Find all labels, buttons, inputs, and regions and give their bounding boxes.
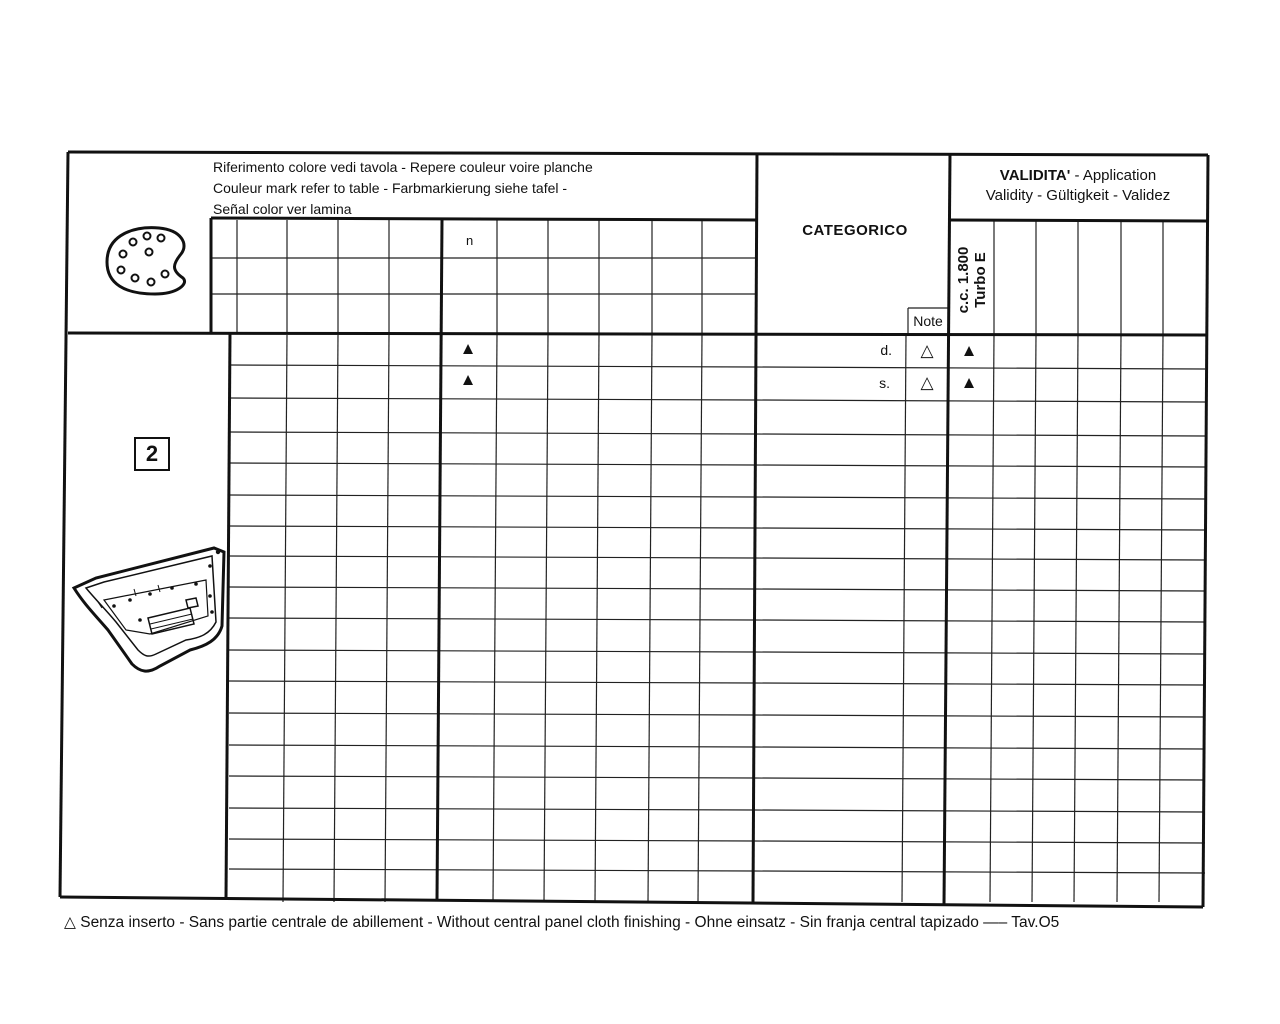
grid-row-line bbox=[754, 367, 1205, 369]
grid-row-line bbox=[754, 400, 1205, 402]
grid-row-line bbox=[754, 841, 1205, 843]
n-column-divider bbox=[437, 220, 442, 900]
validity-header bbox=[952, 166, 1204, 206]
n-mark: ▲ bbox=[459, 370, 477, 389]
n-column-label: n bbox=[466, 233, 474, 248]
grid-col-line bbox=[990, 335, 994, 902]
validity-title: VALIDITA' bbox=[999, 167, 1071, 184]
grid-row-line bbox=[754, 434, 1205, 436]
note-mark: △ bbox=[920, 373, 934, 392]
n-mark: ▲ bbox=[459, 339, 477, 358]
grid-row-line bbox=[754, 871, 1205, 873]
frame-left bbox=[60, 152, 68, 897]
grid-row-line bbox=[229, 745, 754, 747]
grid-row-line bbox=[754, 465, 1205, 467]
grid-row-line bbox=[754, 715, 1205, 717]
grid-row-line bbox=[229, 808, 754, 810]
grid-row-line bbox=[229, 463, 754, 465]
validity-line-1 bbox=[952, 166, 1204, 186]
color-reference-line: Señal color ver lamina bbox=[213, 201, 352, 217]
grid-row-line bbox=[229, 587, 754, 589]
note-column-label: Note bbox=[913, 313, 943, 329]
grid-row-line bbox=[229, 713, 754, 715]
color-palette-icon bbox=[107, 228, 185, 294]
application-model-label: c.c. 1.800 Turbo E bbox=[955, 246, 989, 314]
color-reference-line: Couleur mark refer to table - Farbmarkierung siehe tafel - bbox=[213, 180, 568, 196]
grid-col-line bbox=[648, 335, 652, 902]
note-mark: △ bbox=[920, 341, 934, 360]
grid-col-line bbox=[544, 335, 548, 902]
grid-row-line bbox=[754, 683, 1205, 685]
grid-row-line bbox=[754, 810, 1205, 812]
color-reference-line: Riferimento colore vedi tavola - Repere couleur voire planche bbox=[213, 159, 593, 175]
application-mark: ▲ bbox=[960, 341, 978, 360]
grid-row-line bbox=[229, 556, 754, 558]
grid-row-line bbox=[229, 618, 754, 620]
grid-row-line bbox=[754, 747, 1205, 749]
category-label-right: d. bbox=[880, 342, 892, 358]
grid-row-line bbox=[754, 528, 1205, 530]
grid-row-line bbox=[754, 778, 1205, 780]
grid-row-line bbox=[229, 365, 754, 367]
application-mark: ▲ bbox=[960, 373, 978, 392]
validity-application: - Application bbox=[1070, 167, 1157, 184]
frame-top bbox=[68, 152, 1208, 155]
grid-col-line bbox=[1159, 335, 1163, 902]
triangle-outline-icon: △ bbox=[64, 914, 76, 931]
frame-right bbox=[1203, 155, 1208, 907]
grid-col-line bbox=[902, 335, 906, 902]
grid-row-line bbox=[229, 650, 754, 652]
grid-row-line bbox=[754, 558, 1205, 560]
grid-row-line bbox=[229, 526, 754, 528]
grid-col-line bbox=[1032, 335, 1036, 902]
grid-row-line bbox=[754, 620, 1205, 622]
color-reference-note bbox=[213, 157, 593, 220]
category-title: CATEGORICO bbox=[802, 222, 908, 239]
grid-row-line bbox=[229, 398, 754, 400]
grid-col-line bbox=[1074, 335, 1078, 902]
grid-row-line bbox=[754, 497, 1205, 499]
grid-row-line bbox=[229, 869, 754, 871]
validity-line-2: Validity - Gültigkeit - Validez bbox=[985, 187, 1171, 204]
footnote-text: Senza inserto - Sans partie centrale de abillement - Without central panel cloth finishing - Ohne einsatz - Sin franja central tapizado —– Tav.O5 bbox=[75, 914, 1060, 931]
grid-row-line bbox=[229, 495, 754, 497]
application-column-header bbox=[950, 232, 994, 328]
category-divider bbox=[753, 153, 757, 902]
item-number-box: 2 bbox=[134, 437, 170, 471]
grid-col-line bbox=[698, 335, 702, 902]
grid-row-line bbox=[754, 589, 1205, 591]
grid-col-line bbox=[595, 335, 599, 902]
category-label-left: s. bbox=[879, 375, 890, 391]
grid-row-line bbox=[229, 681, 754, 683]
door-panel-drawing bbox=[74, 548, 224, 671]
grid-row-line bbox=[229, 776, 754, 778]
grid-col-line bbox=[1117, 335, 1121, 902]
left-panel-divider bbox=[226, 333, 230, 898]
grid-row-line bbox=[754, 652, 1205, 654]
grid-row-line bbox=[229, 432, 754, 434]
grid-row-line bbox=[229, 839, 754, 841]
header-divider bbox=[68, 333, 1206, 335]
validity-underline bbox=[950, 220, 1207, 221]
footnote bbox=[64, 913, 1059, 933]
